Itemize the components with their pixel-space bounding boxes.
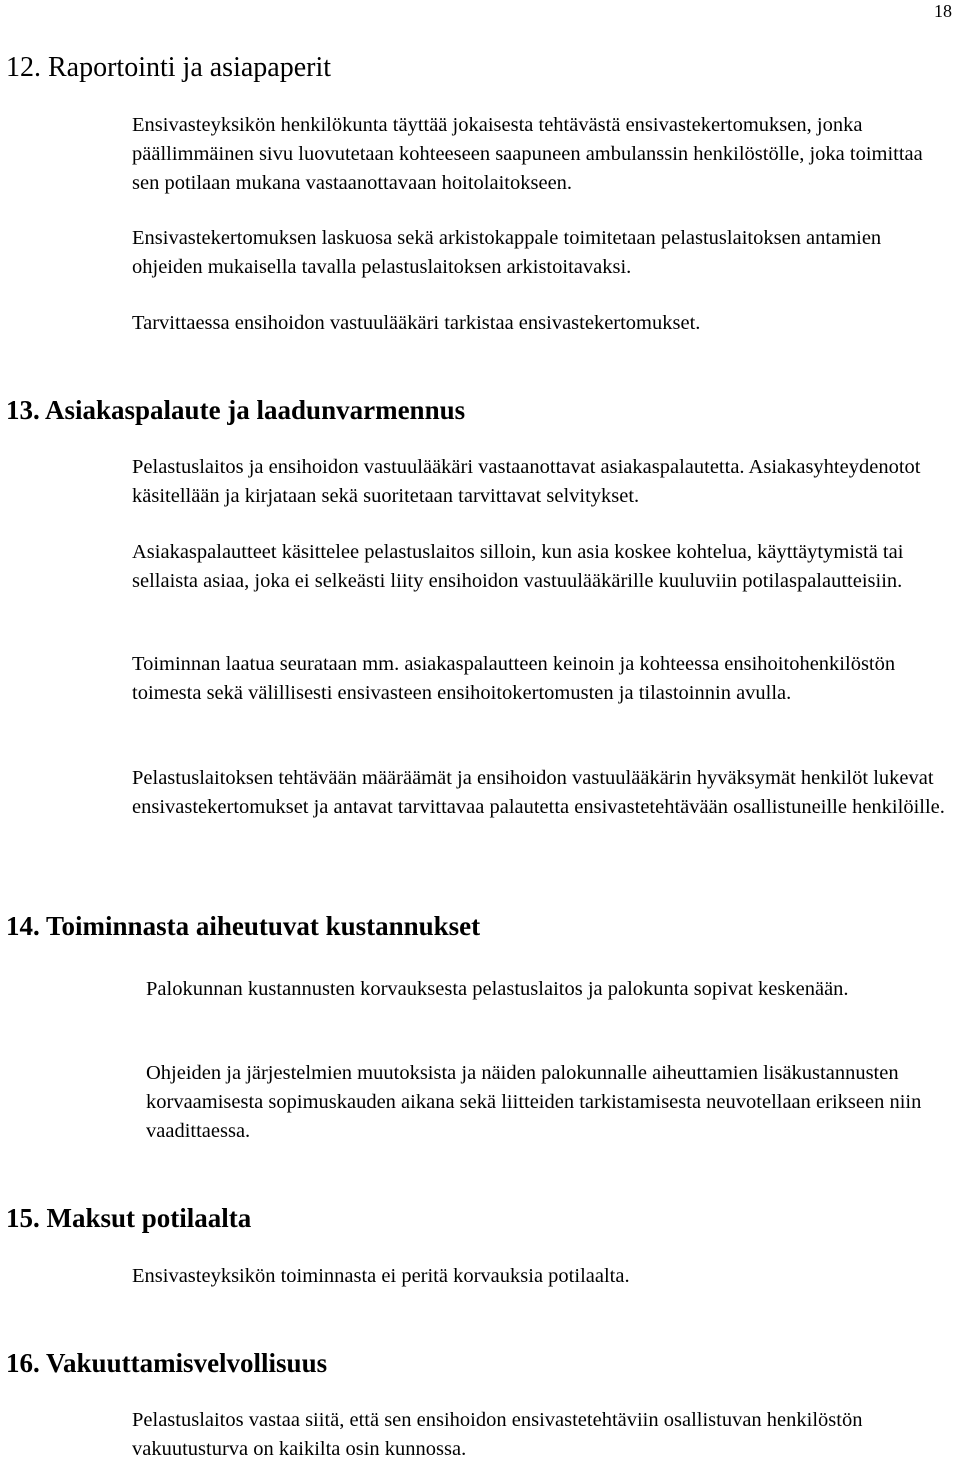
section-15-paragraph-1: Ensivasteyksikön toiminnasta ei peritä korvauksia potilaalta. [132, 1265, 630, 1287]
section-14-paragraph-2: Ohjeiden ja järjestelmien muutoksista ja näiden palokunnalle aiheuttamien lisäkustannusten korvaamisesta sopimuskauden aikana sekä liitteiden tarkistamisesta neuvotellaan erikseen niin vaadittaessa. [146, 1062, 922, 1142]
section-heading-13: 13. Asiakaspalaute ja laadunvarmennus [6, 395, 466, 425]
section-14-paragraph-1: Palokunnan kustannusten korvauksesta pelastuslaitos ja palokunta sopivat keskenään. [146, 978, 849, 1000]
section-12-paragraph-1: Ensivasteyksikön henkilökunta täyttää jokaisesta tehtävästä ensivastekertomuksen, jonka päällimmäinen sivu luovutetaan kohteeseen saapuneen ambulanssin henkilöstölle, joka toimittaa sen potilaan mukana vastaanottavaan hoitolaitokseen. [132, 114, 923, 194]
section-13-paragraph-3: Toiminnan laatua seurataan mm. asiakaspalautteen keinoin ja kohteessa ensihoitohenkilöstön toimesta sekä välillisesti ensivasteen ensihoitokertomusten ja tilastoinnin avulla. [132, 653, 896, 704]
section-heading-14: 14. Toiminnasta aiheutuvat kustannukset [6, 911, 481, 941]
section-16-paragraph-1: Pelastuslaitos vastaa siitä, että sen ensihoidon ensivastetehtäviin osallistuvan henkilöstön vakuutusturva on kaikilta osin kunnossa. [132, 1409, 863, 1460]
section-heading-16: 16. Vakuuttamisvelvollisuus [6, 1348, 328, 1378]
section-heading-12: 12. Raportointi ja asiapaperit [6, 52, 332, 83]
section-12-paragraph-3: Tarvittaessa ensihoidon vastuulääkäri tarkistaa ensivastekertomukset. [132, 312, 701, 334]
section-heading-15: 15. Maksut potilaalta [6, 1203, 252, 1233]
section-13-paragraph-1: Pelastuslaitos ja ensihoidon vastuulääkäri vastaanottavat asiakaspalautetta. Asiakasyhteydenotot käsitellään ja kirjataan sekä suoritetaan tarvittavat selvitykset. [132, 456, 921, 507]
section-13-paragraph-4: Pelastuslaitoksen tehtävään määräämät ja ensihoidon vastuulääkärin hyväksymät henkilöt lukevat ensivastekertomukset ja antavat tarvittavaa palautetta ensivastetehtävään osallistuneille henkilöille. [132, 767, 945, 818]
section-13-paragraph-2: Asiakaspalautteet käsittelee pelastuslaitos silloin, kun asia koskee kohtelua, käyttäytymistä tai sellaista asiaa, joka ei selkeästi liity ensihoidon vastuulääkärille kuuluviin potilaspalautteisiin. [132, 541, 904, 592]
page-number: 18 [934, 1, 952, 21]
section-12-paragraph-2: Ensivastekertomuksen laskuosa sekä arkistokappale toimitetaan pelastuslaitoksen antamien ohjeiden mukaisella tavalla pelastuslaitoksen arkistoitavaksi. [132, 227, 882, 278]
